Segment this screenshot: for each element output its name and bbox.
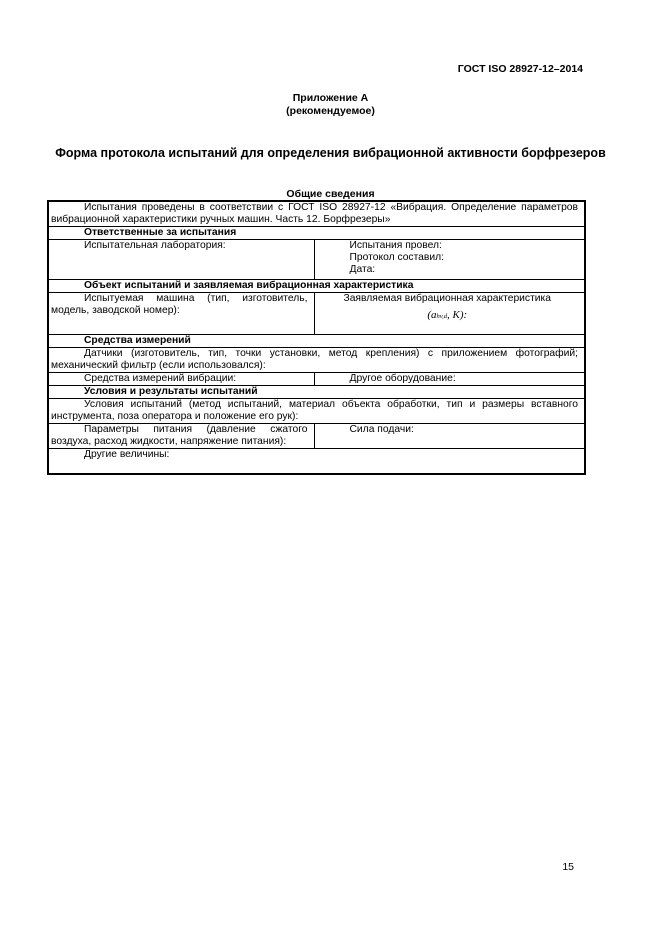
table-row <box>48 335 585 348</box>
declared-label: Заявляемая вибрационная характеристика <box>343 293 551 304</box>
annex-header <box>0 92 661 118</box>
table-row <box>48 449 585 474</box>
other-equipment-cell: Другое оборудование: <box>314 373 585 386</box>
table-row <box>48 424 585 449</box>
sensors-cell: Датчики (изготовитель, тип, точки установки, метод крепления) с приложением фотографий; механический фильтр (если использовался): <box>48 348 585 373</box>
table-row <box>48 373 585 386</box>
annex-status: (рекомендуемое) <box>286 105 375 117</box>
table-row <box>48 227 585 240</box>
annex-title: Приложение А <box>292 92 369 104</box>
date-label: Дата: <box>349 264 376 275</box>
general-info-heading: Общие сведения <box>286 188 375 200</box>
power-params-cell: Параметры питания (давление сжатого воздуха, расход жидкости, напряжение питания): <box>48 424 314 449</box>
declared-cell <box>314 293 585 335</box>
responsible-cell <box>314 240 585 280</box>
conducted-by-label: Испытания провел: <box>349 240 442 251</box>
conditions-cell: Условия испытаний (метод испытаний, материал объекта обработки, тип и размеры вставного инструмента, поза оператора и положение его рук): <box>48 399 585 424</box>
responsible-heading: Ответственные за испытания <box>48 227 585 240</box>
conditions-heading: Условия и результаты испытаний <box>48 386 585 399</box>
form-title: Форма протокола испытаний для определения вибрационной активности борфрезеров <box>55 146 606 160</box>
table-row <box>48 348 585 373</box>
declared-formula: (ahv,d, K): <box>427 309 468 321</box>
protocol-by-label: Протокол составил: <box>349 252 445 263</box>
vibration-instruments-cell: Средства измерений вибрации: <box>48 373 314 386</box>
protocol-table <box>47 200 586 475</box>
table-row <box>48 399 585 424</box>
other-values-cell: Другие величины: <box>48 449 585 474</box>
instruments-heading: Средства измерений <box>48 335 585 348</box>
intro-cell: Испытания проведены в соответствии с ГОСТ ISO 28927-12 «Вибрация. Определение параметров вибрационной характеристики ручных машин. Часть 12. Борфрезеры» <box>48 201 585 227</box>
machine-cell: Испытуемая машина (тип, изготовитель, модель, заводской номер): <box>48 293 314 335</box>
table-row <box>48 386 585 399</box>
feed-force-cell: Сила подачи: <box>314 424 585 449</box>
table-row <box>48 280 585 293</box>
table-row <box>48 240 585 280</box>
table-row <box>48 201 585 227</box>
page-number: 15 <box>562 861 574 873</box>
table-row <box>48 293 585 335</box>
object-heading: Объект испытаний и заявляемая вибрационная характеристика <box>48 280 585 293</box>
document-code: ГОСТ ISO 28927-12–2014 <box>457 63 583 75</box>
lab-cell: Испытательная лаборатория: <box>48 240 314 280</box>
